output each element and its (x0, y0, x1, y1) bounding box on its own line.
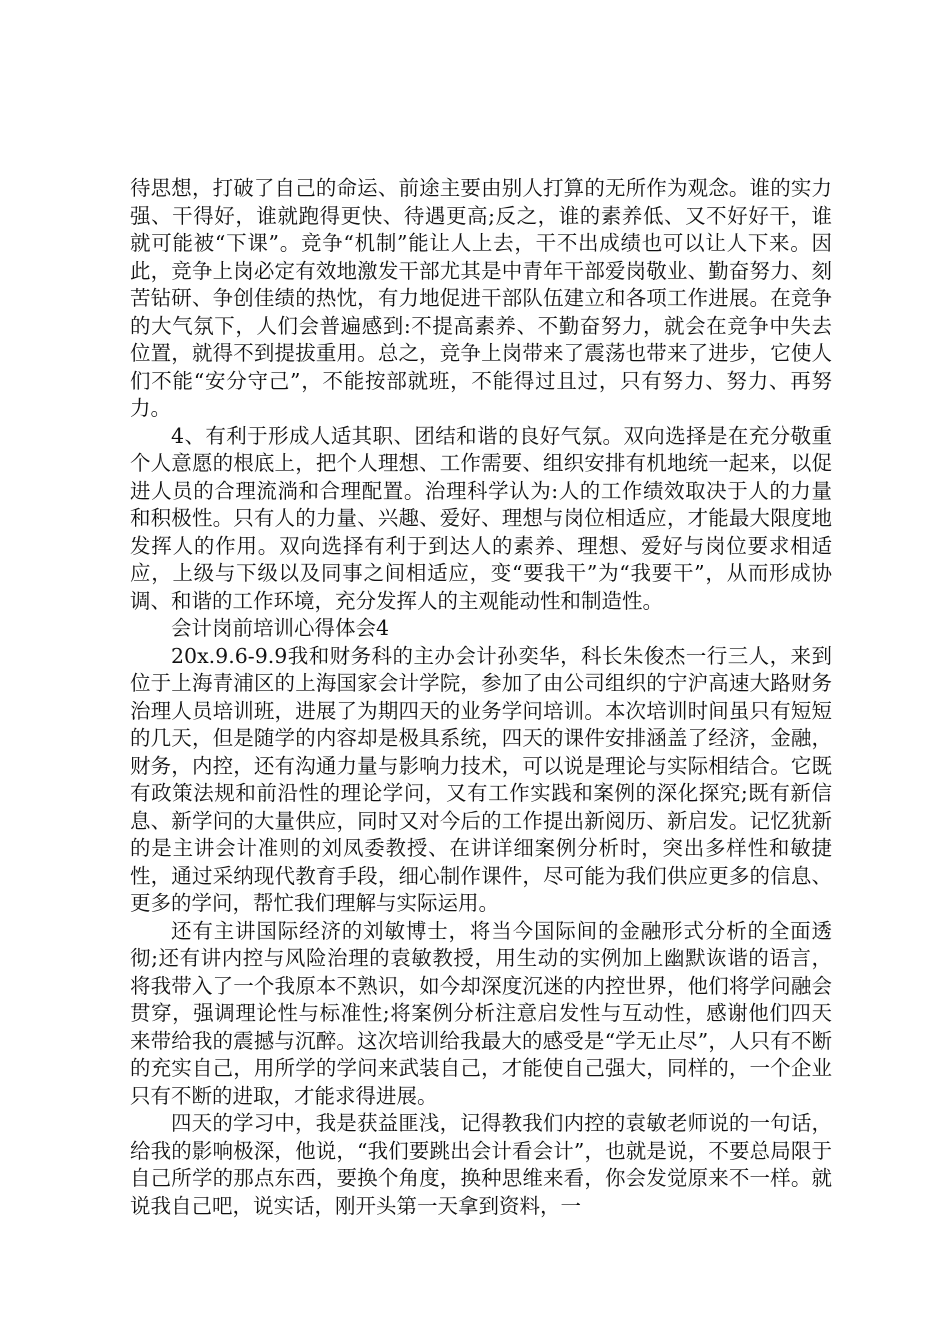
document-body (130, 175, 832, 1220)
paragraph-reflection: 四天的学习中，我是获益匪浅，记得教我们内控的袁敏老师说的一句话，给我的影响极深，他说，“我们要跳出会计看会计”，也就是说，不要总局限于自己所学的那点东西，要换个角度，换种思维来看，你会发觉原来不一样。就说我自己吧，说实话，刚开头第一天拿到资料，一 (130, 1111, 832, 1218)
paragraph-competition-continued: 待思想，打破了自己的命运、前途主要由别人打算的无所作为观念。谁的实力强、干得好，谁就跑得更快、待遇更高;反之，谁的素养低、又不好好干，谁就可能被“下课”。竞争“机制”能让人上去，干不出成绩也可以让人下来。因此，竞争上岗必定有效地激发干部尤其是中青年干部爱岗敬业、勤奋努力、刻苦钻研、争创佳绩的热忱，有力地促进干部队伍建立和各项工作进展。在竞争的大气氛下，人们会普遍感到:不提高素养、不勤奋努力，就会在竞争中失去位置，就得不到提拔重用。总之，竞争上岗带来了震荡也带来了进步，它使人们不能“安分守己”，不能按部就班，不能得过且过，只有努力、努力、再努力。 (130, 176, 832, 420)
paragraph-lecturers: 还有主讲国际经济的刘敏博士，将当今国际间的金融形式分析的全面透彻;还有讲内控与风险治理的袁敏教授，用生动的实例加上幽默诙谐的语言，将我带入了一个我原本不熟识，如今却深度沉迷的内控世界，他们将学问融会贯穿，强调理论性与标准性;将案例分析注意启发性与互动性，感谢他们四天来带给我的震撼与沉醉。这次培训给我最大的感受是“学无止尽”，人只有不断的充实自己，用所学的学问来武装自己，才能使自己强大，同样的，一个企业只有不断的进取，才能求得进展。 (130, 918, 832, 1108)
section-heading: 会计岗前培训心得体会4 (171, 616, 390, 640)
paragraph-training-intro: 20x.9.6-9.9我和财务科的主办会计孙奕华，科长朱俊杰一行三人，来到位于上海青浦区的上海国家会计学院，参加了由公司组织的宁沪高速大路财务治理人员培训班，进展了为期四天的业务学问培训。本次培训时间虽只有短短的几天，但是随学的内容却是极具系统，四天的课件安排涵盖了经济，金融，财务，内控，还有沟通力量与影响力技术，可以说是理论与实际相结合。它既有政策法规和前沿性的理论学问，又有工作实践和案例的深化探究;既有新信息、新学问的大量供应，同时又对今后的工作提出新阅历、新启发。记忆犹新的是主讲会计准则的刘凤委教授、在讲详细案例分析时，突出多样性和敏捷性，通过采纳现代教育手段，细心制作课件，尽可能为我们供应更多的信息、更多的学问，帮忙我们理解与实际运用。 (130, 643, 832, 915)
paragraph-point-4: 4、有利于形成人适其职、团结和谐的良好气氛。双向选择是在充分敬重个人意愿的根底上，把个人理想、工作需要、组织安排有机地统一起来，以促进人员的合理流淌和合理配置。治理科学认为:人的工作绩效取决于人的力量和积极性。只有人的力量、兴趣、爱好、理想与岗位相适应，才能最大限度地发挥人的作用。双向选择有利于到达人的素养、理想、爱好与岗位要求相适应，上级与下级以及同事之间相适应，变“要我干”为“我要干”，从而形成协调、和谐的工作环境，充分发挥人的主观能动性和制造性。 (130, 423, 832, 613)
